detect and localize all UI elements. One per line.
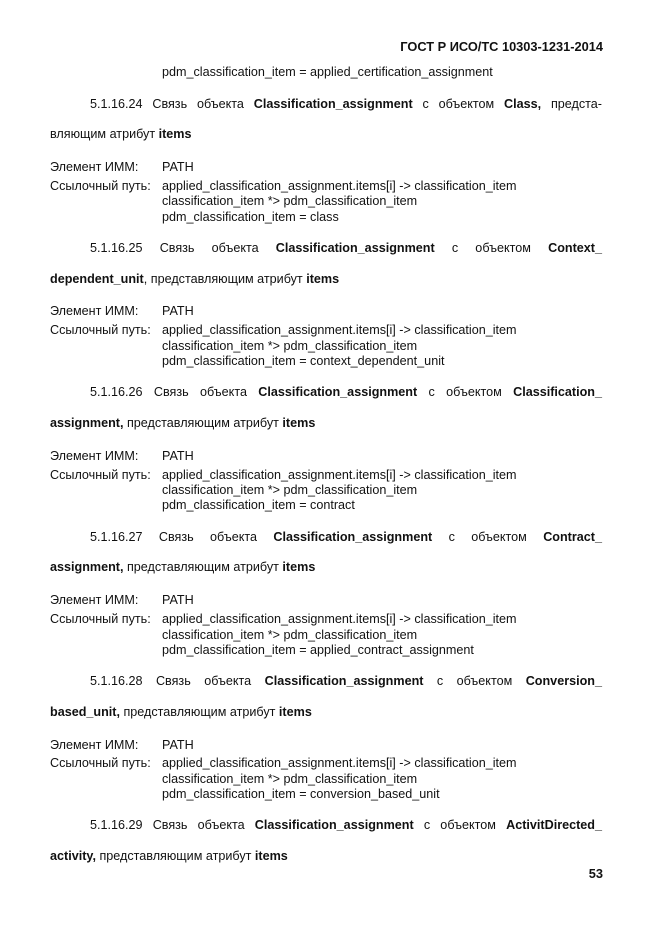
heading-text: 5.1.16.26 Связь объекта xyxy=(90,385,259,399)
path-line: pdm_classification_item = contract xyxy=(162,498,355,512)
element-label: Элемент ИММ: xyxy=(50,304,139,318)
target-entity-name: Context_ xyxy=(548,241,602,255)
section-heading-continuation xyxy=(50,560,315,574)
element-value: PATH xyxy=(162,593,194,607)
section-heading xyxy=(90,385,602,399)
section-heading-continuation xyxy=(50,272,339,286)
heading-text: представляющим атрибут xyxy=(123,416,283,430)
attribute-name: items xyxy=(282,560,316,574)
heading-text: с объектом xyxy=(412,97,505,111)
page-number: 53 xyxy=(588,866,603,881)
heading-text: с объектом xyxy=(413,818,507,832)
target-entity-name: based_unit, xyxy=(50,705,120,719)
entity-name: Classification_assignment xyxy=(273,530,433,544)
heading-text: предста- xyxy=(541,97,602,111)
entity-name: Classification_assignment xyxy=(275,241,435,255)
element-value: PATH xyxy=(162,449,194,463)
entity-name: Classification_assignment xyxy=(258,385,418,399)
target-entity-name: assignment, xyxy=(50,560,124,574)
attribute-name: items xyxy=(306,272,340,286)
target-entity-name: Classification_ xyxy=(513,385,602,399)
section-heading xyxy=(90,530,602,544)
heading-text: 5.1.16.24 Связь объекта xyxy=(90,97,254,111)
attribute-name: items xyxy=(278,705,312,719)
ref-path-label: Ссылочный путь: xyxy=(50,756,151,770)
heading-text: 5.1.16.27 Связь объекта xyxy=(90,530,274,544)
element-label: Элемент ИММ: xyxy=(50,593,139,607)
section-heading-continuation xyxy=(50,849,288,863)
heading-text: представляющим атрибут xyxy=(95,849,255,863)
attribute-name: items xyxy=(254,849,288,863)
path-line: classification_item *> pdm_classification_item xyxy=(162,628,418,642)
target-entity-name: ActivitDirected_ xyxy=(506,818,602,832)
heading-text: с объектом xyxy=(417,385,514,399)
ref-path-label: Ссылочный путь: xyxy=(50,179,151,193)
target-entity-name: Conversion_ xyxy=(525,674,602,688)
heading-text: 5.1.16.28 Связь объекта xyxy=(90,674,265,688)
entity-name: Classification_assignment xyxy=(264,674,424,688)
section-heading xyxy=(90,241,602,255)
attribute-name: items xyxy=(282,416,316,430)
element-value: PATH xyxy=(162,738,194,752)
heading-text: представляющим атрибут xyxy=(123,560,283,574)
target-entity-name: dependent_unit xyxy=(50,272,144,286)
element-value: PATH xyxy=(162,304,194,318)
section-heading xyxy=(90,97,602,111)
section-heading xyxy=(90,674,602,688)
target-entity-name: assignment, xyxy=(50,416,124,430)
section-heading-continuation xyxy=(50,416,315,430)
section-heading-continuation xyxy=(50,705,312,719)
path-line: pdm_classification_item = class xyxy=(162,210,339,224)
heading-text: с объектом xyxy=(432,530,544,544)
heading-text: 5.1.16.29 Связь объекта xyxy=(90,818,255,832)
path-line: pdm_classification_item = applied_contract_assignment xyxy=(162,643,474,657)
path-line: pdm_classification_item = conversion_based_unit xyxy=(162,787,440,801)
entity-name: Classification_assignment xyxy=(254,818,414,832)
ref-path-label: Ссылочный путь: xyxy=(50,468,151,482)
path-line: applied_classification_assignment.items[i] -> classification_item xyxy=(162,756,517,770)
ref-path-label: Ссылочный путь: xyxy=(50,612,151,626)
element-label: Элемент ИММ: xyxy=(50,738,139,752)
target-entity-name: activity, xyxy=(50,849,96,863)
heading-text: , представляющим атрибут xyxy=(143,272,307,286)
heading-text: с объектом xyxy=(423,674,526,688)
attribute-name: items xyxy=(158,127,192,141)
path-line: applied_classification_assignment.items[i] -> classification_item xyxy=(162,179,517,193)
heading-text: вляющим атрибут xyxy=(50,127,159,141)
heading-text: с объектом xyxy=(434,241,549,255)
element-value: PATH xyxy=(162,160,194,174)
element-label: Элемент ИММ: xyxy=(50,160,139,174)
path-line: classification_item *> pdm_classification_item xyxy=(162,194,418,208)
path-line: classification_item *> pdm_classification_item xyxy=(162,483,418,497)
path-line: classification_item *> pdm_classification_item xyxy=(162,772,418,786)
path-line: applied_classification_assignment.items[i] -> classification_item xyxy=(162,468,517,482)
path-line: classification_item *> pdm_classification_item xyxy=(162,339,418,353)
section-heading xyxy=(90,818,602,832)
document-header: ГОСТ Р ИСО/ТС 10303-1231-2014 xyxy=(400,39,603,54)
section-heading-continuation xyxy=(50,127,192,141)
path-line: pdm_classification_item = applied_certification_assignment xyxy=(162,65,493,79)
path-line: applied_classification_assignment.items[i] -> classification_item xyxy=(162,612,517,626)
path-line: pdm_classification_item = context_dependent_unit xyxy=(162,354,445,368)
element-label: Элемент ИММ: xyxy=(50,449,139,463)
path-line: applied_classification_assignment.items[i] -> classification_item xyxy=(162,323,517,337)
heading-text: представляющим атрибут xyxy=(119,705,279,719)
heading-text: 5.1.16.25 Связь объекта xyxy=(90,241,276,255)
entity-name: Classification_assignment xyxy=(253,97,413,111)
target-entity-name: Class, xyxy=(504,97,542,111)
ref-path-label: Ссылочный путь: xyxy=(50,323,151,337)
target-entity-name: Contract_ xyxy=(543,530,602,544)
